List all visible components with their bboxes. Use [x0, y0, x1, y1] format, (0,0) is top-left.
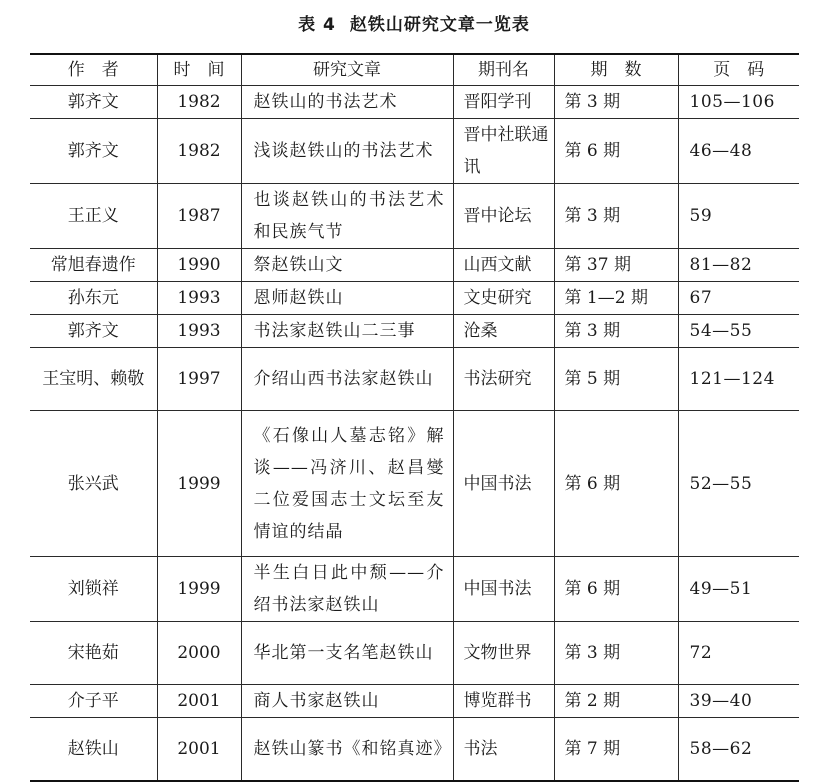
header-time: 时 间: [157, 54, 241, 86]
pages-cell: 54—55: [678, 315, 799, 348]
table-row: [30, 718, 799, 781]
table-row: [30, 282, 799, 315]
author-cell: 郭齐文: [30, 119, 157, 184]
article-cell: 介绍山西书法家赵铁山: [241, 348, 453, 411]
journal-cell: 博览群书: [453, 685, 554, 718]
table-row: [30, 557, 799, 622]
author-cell: 介子平: [30, 685, 157, 718]
journal-cell: 沧桑: [453, 315, 554, 348]
pages-cell: 46—48: [678, 119, 799, 184]
article-cell: 浅谈赵铁山的书法艺术: [241, 119, 453, 184]
issue-cell: 第 6 期: [554, 411, 678, 557]
year-cell: 1982: [157, 119, 241, 184]
author-cell: 宋艳茹: [30, 622, 157, 685]
journal-cell: 书法: [453, 718, 554, 781]
header-issue: 期 数: [554, 54, 678, 86]
header-article: 研究文章: [241, 54, 453, 86]
research-articles-table: [30, 53, 799, 782]
year-cell: 1997: [157, 348, 241, 411]
journal-cell: 晋阳学刊: [453, 86, 554, 119]
author-cell: 常旭春遗作: [30, 249, 157, 282]
author-cell: 郭齐文: [30, 315, 157, 348]
pages-cell: 59: [678, 184, 799, 249]
header-journal: 期刊名: [453, 54, 554, 86]
article-cell: 也谈赵铁山的书法艺术和民族气节: [241, 184, 453, 249]
issue-cell: 第 3 期: [554, 315, 678, 348]
table-title: 赵铁山研究文章一览表: [349, 15, 530, 35]
issue-cell: 第 3 期: [554, 184, 678, 249]
journal-cell: 文史研究: [453, 282, 554, 315]
journal-cell: 山西文献: [453, 249, 554, 282]
header-row: [30, 54, 799, 86]
article-cell: 半生白日此中颓——介绍书法家赵铁山: [241, 557, 453, 622]
table-row: [30, 348, 799, 411]
header-author: 作 者: [30, 54, 157, 86]
year-cell: 1999: [157, 411, 241, 557]
year-cell: 2001: [157, 685, 241, 718]
header-pages: 页 码: [678, 54, 799, 86]
article-cell: 恩师赵铁山: [241, 282, 453, 315]
author-cell: 张兴武: [30, 411, 157, 557]
table-caption: [0, 14, 828, 36]
pages-cell: 105—106: [678, 86, 799, 119]
issue-cell: 第 1—2 期: [554, 282, 678, 315]
year-cell: 2001: [157, 718, 241, 781]
journal-cell: 书法研究: [453, 348, 554, 411]
journal-cell: 晋中论坛: [453, 184, 554, 249]
issue-cell: 第 6 期: [554, 557, 678, 622]
year-cell: 1987: [157, 184, 241, 249]
journal-cell: 中国书法: [453, 557, 554, 622]
pages-cell: 39—40: [678, 685, 799, 718]
year-cell: 1993: [157, 315, 241, 348]
issue-cell: 第 5 期: [554, 348, 678, 411]
issue-cell: 第 3 期: [554, 86, 678, 119]
pages-cell: 81—82: [678, 249, 799, 282]
article-cell: 赵铁山篆书《和铭真迹》: [241, 718, 453, 781]
year-cell: 1990: [157, 249, 241, 282]
author-cell: 王宝明、赖敬: [30, 348, 157, 411]
article-cell: 书法家赵铁山二三事: [241, 315, 453, 348]
pages-cell: 67: [678, 282, 799, 315]
table-row: [30, 86, 799, 119]
year-cell: 1982: [157, 86, 241, 119]
issue-cell: 第 7 期: [554, 718, 678, 781]
journal-cell: 中国书法: [453, 411, 554, 557]
article-cell: 商人书家赵铁山: [241, 685, 453, 718]
table-row: [30, 119, 799, 184]
author-cell: 赵铁山: [30, 718, 157, 781]
pages-cell: 49—51: [678, 557, 799, 622]
table-row: [30, 249, 799, 282]
journal-cell: 文物世界: [453, 622, 554, 685]
author-cell: 孙东元: [30, 282, 157, 315]
pages-cell: 58—62: [678, 718, 799, 781]
pages-cell: 72: [678, 622, 799, 685]
author-cell: 王正义: [30, 184, 157, 249]
table-row: [30, 411, 799, 557]
year-cell: 1999: [157, 557, 241, 622]
table-row: [30, 685, 799, 718]
article-cell: 赵铁山的书法艺术: [241, 86, 453, 119]
year-cell: 1993: [157, 282, 241, 315]
table-number: 表 4: [298, 15, 336, 35]
pages-cell: 121—124: [678, 348, 799, 411]
article-cell: 华北第一支名笔赵铁山: [241, 622, 453, 685]
table-row: [30, 622, 799, 685]
journal-cell: 晋中社联通讯: [453, 119, 554, 184]
issue-cell: 第 37 期: [554, 249, 678, 282]
author-cell: 郭齐文: [30, 86, 157, 119]
issue-cell: 第 6 期: [554, 119, 678, 184]
issue-cell: 第 2 期: [554, 685, 678, 718]
article-cell: 祭赵铁山文: [241, 249, 453, 282]
issue-cell: 第 3 期: [554, 622, 678, 685]
year-cell: 2000: [157, 622, 241, 685]
article-cell: 《石像山人墓志铭》解谈——冯济川、赵昌燮二位爱国志士文坛至友情谊的结晶: [241, 411, 453, 557]
pages-cell: 52—55: [678, 411, 799, 557]
table-row: [30, 184, 799, 249]
table-row: [30, 315, 799, 348]
author-cell: 刘锁祥: [30, 557, 157, 622]
